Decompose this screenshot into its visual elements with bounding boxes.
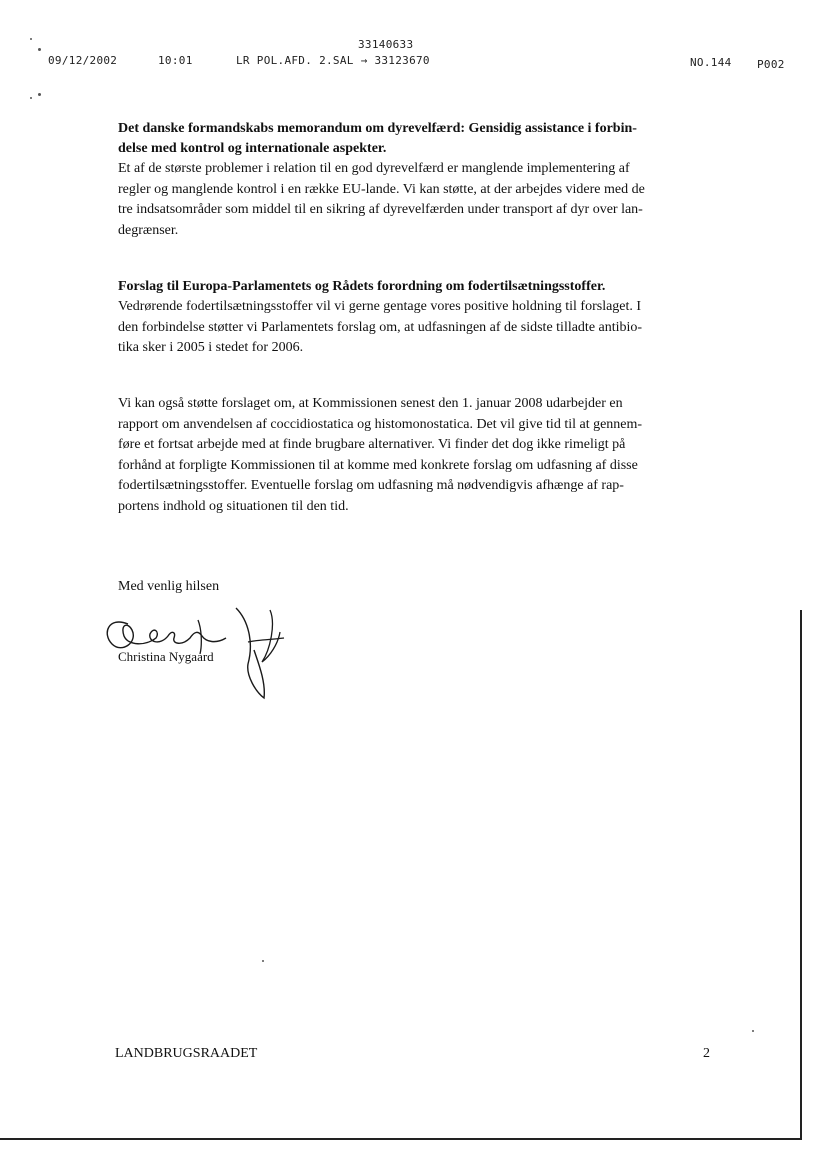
scan-speck bbox=[262, 960, 264, 962]
scan-edge-bottom bbox=[0, 1138, 802, 1140]
body-line: Vedrørende fodertilsætningsstoffer vil vi gerne gentage vores positive holdning til forslaget. I bbox=[118, 299, 642, 314]
scan-speck bbox=[752, 1030, 754, 1032]
section-body bbox=[118, 297, 728, 359]
scan-speck bbox=[30, 97, 32, 99]
body-line: føre et fortsat arbejde med at finde brugbare alternativer. Vi finder det dog ikke rimeligt på bbox=[118, 437, 626, 452]
page-number: 2 bbox=[703, 1046, 710, 1061]
scan-edge-right bbox=[800, 610, 802, 1140]
footer-organization: LANDBRUGSRAADET bbox=[115, 1046, 258, 1061]
signer-name: Christina Nygaard bbox=[118, 649, 214, 664]
body-line: fodertilsætningsstoffer. Eventuelle forslag om udfasning må nødvendigvis afhænge af rap- bbox=[118, 478, 624, 493]
body-line: den forbindelse støtter vi Parlamentets forslag om, at udfasningen af de sidste tilladte antibio- bbox=[118, 319, 643, 335]
body-line: regler og manglende kontrol i en række EU-lande. Vi kan støtte, at der arbejdes videre med de bbox=[118, 181, 645, 197]
body-line: portens indhold og situationen til den tid. bbox=[118, 498, 349, 514]
heading-line: Det danske formandskabs memorandum om dyrevelfærd: Gensidig assistance i forbin- bbox=[118, 121, 637, 136]
heading-line: Forslag til Europa-Parlamentets og Rådets forordning om fodertilsætningsstoffer. bbox=[118, 279, 606, 294]
fax-route: LR POL.AFD. 2.SAL → 33123670 bbox=[236, 54, 430, 67]
section-fodertilsaetning bbox=[118, 277, 728, 359]
body-line: rapport om anvendelsen af coccidiostatica og histomonostatica. Det vil give tid til at gennem- bbox=[118, 416, 643, 432]
section-kommissionen bbox=[118, 394, 728, 517]
fax-number: NO.144 bbox=[690, 56, 732, 69]
fax-top-number: 33140633 bbox=[358, 38, 414, 51]
fax-time: 10:01 bbox=[158, 54, 193, 67]
body-line: forhånd at forpligte Kommissionen til at komme med konkrete forslag om udfasning af disse bbox=[118, 457, 638, 473]
body-line: Et af de største problemer i relation til en god dyrevelfærd er manglende implementering af bbox=[118, 161, 630, 176]
section-heading bbox=[118, 119, 728, 159]
body-line: Vi kan også støtte forslaget om, at Kommissionen senest den 1. januar 2008 udarbejder en bbox=[118, 396, 623, 411]
body-line: tre indsatsområder som middel til en sikring af dyrevelfærden under transport af dyr over lan- bbox=[118, 202, 643, 217]
scan-speck bbox=[38, 93, 41, 96]
scan-speck bbox=[30, 38, 32, 40]
scan-speck bbox=[38, 48, 41, 51]
section-dyrevelfaerd bbox=[118, 119, 728, 241]
body-line: tika sker i 2005 i stedet for 2006. bbox=[118, 340, 304, 355]
section-heading bbox=[118, 277, 728, 297]
fax-date: 09/12/2002 bbox=[48, 54, 118, 67]
body-line: degrænser. bbox=[118, 222, 179, 238]
section-body bbox=[118, 394, 728, 517]
closing-greeting: Med venlig hilsen bbox=[118, 579, 220, 594]
section-body bbox=[118, 159, 728, 241]
heading-line: delse med kontrol og internationale aspekter. bbox=[118, 141, 387, 156]
fax-page-code: P002 bbox=[757, 58, 785, 71]
